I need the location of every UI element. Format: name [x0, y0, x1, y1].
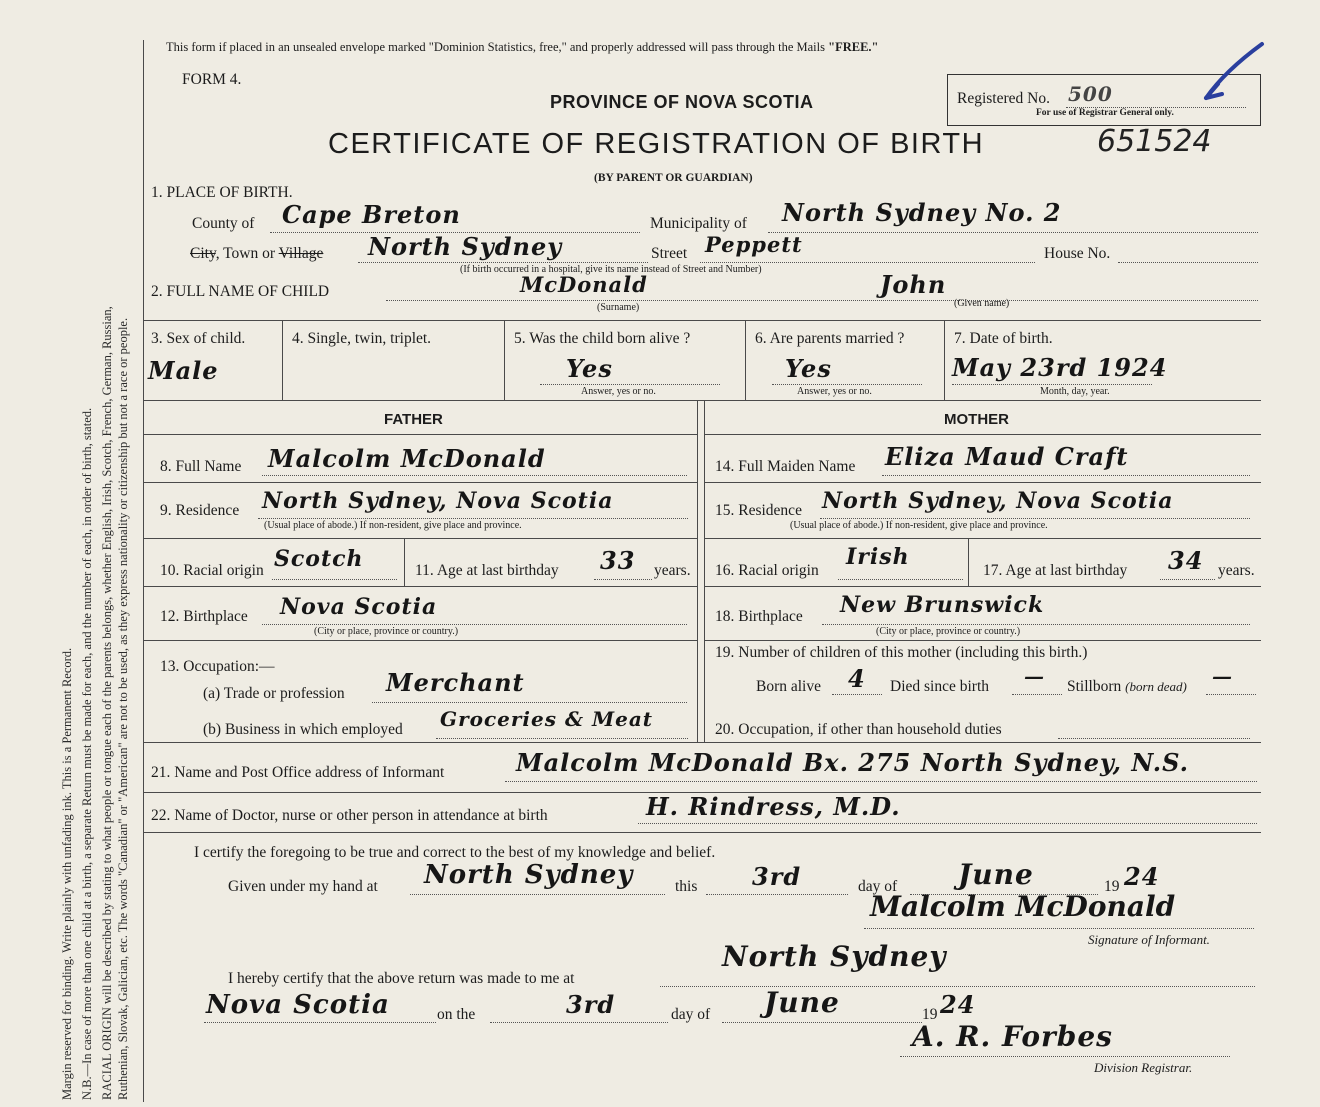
margin-rule [143, 40, 144, 1102]
mother-name-label: 14. Full Maiden Name [715, 458, 856, 475]
street-value: Peppett [705, 232, 803, 257]
born-alive-count-label: Born alive [756, 678, 821, 695]
parents-married-value: Yes [785, 354, 832, 383]
father-trade-label: (a) Trade or profession [203, 685, 345, 702]
margin-line-3: RACIAL ORIGIN will be described by stating to what people or tongue each of the parents belongs, whether English, Irish, Scotch, French, German, Russian, [100, 306, 114, 1100]
margin-line-2: N.B.—In case of more than one child at a birth, a separate Return must be made for each, and the number of each, in order of birth, stated. [80, 407, 94, 1100]
certification-statement: I certify the foregoing to be true and correct to the best of my knowledge and belief. [194, 844, 716, 861]
father-birthplace-label: 12. Birthplace [160, 608, 248, 625]
stillborn-value: — [1212, 664, 1233, 688]
mail-notice: This form if placed in an unsealed envelope marked "Dominion Statistics, free," and properly addressed will pass through the Mails "FREE." [166, 40, 879, 54]
province-heading: PROVINCE OF NOVA SCOTIA [550, 92, 814, 112]
registrar-day-value: 3rd [566, 990, 616, 1019]
mother-age-years: years. [1218, 562, 1255, 579]
registrar-place-value: North Sydney [722, 940, 947, 973]
place-of-birth-heading: 1. PLACE OF BIRTH. [151, 184, 293, 201]
town-value: North Sydney [368, 232, 563, 261]
mother-age-label: 17. Age at last birthday [983, 562, 1128, 579]
child-surname-value: McDonald [520, 272, 648, 297]
registrar-on-the-label: on the [437, 1006, 476, 1023]
father-business-label: (b) Business in which employed [203, 721, 403, 738]
parents-married-label: 6. Are parents married ? [755, 330, 905, 347]
born-alive-count-value: 4 [848, 664, 866, 693]
father-age-years: years. [654, 562, 691, 579]
town-label: City, Town or Village [190, 245, 324, 262]
doctor-label: 22. Name of Doctor, nurse or other person in attendance at birth [151, 807, 548, 824]
given-place-value: North Sydney [424, 860, 634, 890]
blue-arrow-mark [1170, 38, 1270, 108]
mother-name-value: Eliza Maud Craft [885, 442, 1129, 471]
registrar-year-prefix: 19 [922, 1006, 938, 1023]
father-residence-label: 9. Residence [160, 502, 240, 519]
died-since-birth-label: Died since birth [890, 678, 990, 695]
certification-year-value: 24 [1124, 862, 1160, 891]
born-alive-label: 5. Was the child born alive ? [514, 330, 691, 347]
informant-label: 21. Name and Post Office address of Informant [151, 764, 445, 781]
division-registrar-caption: Division Registrar. [1094, 1060, 1193, 1075]
mother-residence-value: North Sydney, Nova Scotia [822, 488, 1174, 514]
surname-caption: (Surname) [597, 302, 640, 313]
mother-birthplace-caption: (City or place, province or country.) [876, 626, 1021, 637]
registrar-province-value: Nova Scotia [206, 990, 390, 1020]
father-age-label: 11. Age at last birthday [415, 562, 559, 579]
certification-year-prefix: 19 [1104, 878, 1120, 895]
mother-residence-caption: (Usual place of abode.) If non-resident, give place and province. [790, 520, 1048, 531]
form-number: FORM 4. [182, 71, 242, 88]
mother-age-value: 34 [1168, 546, 1204, 575]
certificate-title: CERTIFICATE OF REGISTRATION OF BIRTH [328, 128, 985, 160]
date-of-birth-value: May 23rd 1924 [952, 353, 1168, 382]
mother-residence-label: 15. Residence [715, 502, 802, 519]
registrar-statement: I hereby certify that the above return was made to me at [228, 970, 575, 987]
father-name-value: Malcolm McDonald [268, 444, 546, 473]
municipality-label: Municipality of [650, 215, 747, 232]
born-alive-value: Yes [566, 354, 613, 383]
born-alive-caption: Answer, yes or no. [581, 386, 656, 397]
given-name-caption: (Given name) [954, 298, 1010, 309]
margin-line-1: Margin reserved for binding. Write plainly with unfading ink. This is a Permanent Record. [60, 647, 74, 1100]
certification-month-value: June [958, 858, 1034, 891]
hospital-note: (If birth occurred in a hospital, give its name instead of Street and Number) [460, 264, 762, 275]
date-of-birth-label: 7. Date of birth. [954, 330, 1053, 347]
father-name-label: 8. Full Name [160, 458, 242, 475]
father-birthplace-caption: (City or place, province or country.) [314, 626, 459, 637]
mother-birthplace-label: 18. Birthplace [715, 608, 803, 625]
date-of-birth-caption: Month, day, year. [1040, 386, 1110, 397]
registered-number: 500 [1068, 82, 1113, 106]
stillborn-label: Stillborn (born dead) [1067, 678, 1187, 695]
father-racial-label: 10. Racial origin [160, 562, 264, 579]
given-under-hand-label: Given under my hand at [228, 878, 378, 895]
parents-married-caption: Answer, yes or no. [797, 386, 872, 397]
division-registrar-signature: A. R. Forbes [912, 1020, 1113, 1053]
child-given-name-value: John [880, 270, 947, 299]
father-birthplace-value: Nova Scotia [280, 594, 438, 620]
registered-label: Registered No. [957, 90, 1050, 107]
street-label: Street [651, 245, 688, 262]
margin-line-4: Ruthenian, Slovak, Galician, etc. The words "Canadian" or "American" are not to be used, as they express nationality or citizenship but not a race or people. [116, 317, 130, 1100]
father-trade-value: Merchant [386, 668, 525, 697]
certification-day-of-label: day of [858, 878, 898, 895]
mother-racial-label: 16. Racial origin [715, 562, 819, 579]
certificate-subtitle: (BY PARENT OR GUARDIAN) [594, 172, 753, 184]
child-name-label: 2. FULL NAME OF CHILD [151, 283, 330, 300]
certification-day-value: 3rd [752, 862, 802, 891]
mother-heading: MOTHER [944, 411, 1009, 428]
doctor-value: H. Rindress, M.D. [646, 792, 901, 821]
stamp-number: 651524 [1097, 124, 1212, 159]
house-number-label: House No. [1044, 245, 1111, 262]
father-business-value: Groceries & Meat [440, 707, 654, 731]
registrar-year-value: 24 [940, 990, 976, 1019]
mother-racial-value: Irish [846, 544, 910, 570]
father-age-value: 33 [600, 546, 636, 575]
registrar-use-note: For use of Registrar General only. [1036, 108, 1174, 118]
sex-label: 3. Sex of child. [151, 330, 246, 347]
county-label: County of [192, 215, 255, 232]
municipality-value: North Sydney No. 2 [782, 198, 1062, 227]
mother-children-label: 19. Number of children of this mother (including this birth.) [715, 644, 1088, 661]
county-value: Cape Breton [282, 200, 461, 229]
informant-value: Malcolm McDonald Bx. 275 North Sydney, N.S. [516, 748, 1189, 777]
registrar-month-value: June [764, 986, 840, 1019]
father-heading: FATHER [384, 411, 443, 428]
father-residence-value: North Sydney, Nova Scotia [262, 488, 614, 514]
father-racial-value: Scotch [274, 546, 364, 572]
this-label: this [675, 878, 698, 895]
father-residence-caption: (Usual place of abode.) If non-resident, give place and province. [264, 520, 522, 531]
died-since-birth-value: — [1024, 664, 1045, 688]
plurality-label: 4. Single, twin, triplet. [292, 330, 432, 347]
mother-occupation-label: 20. Occupation, if other than household duties [715, 721, 1002, 738]
mother-birthplace-value: New Brunswick [840, 592, 1045, 618]
informant-signature: Malcolm McDonald [870, 890, 1176, 923]
sex-value: Male [148, 356, 219, 385]
father-occupation-label: 13. Occupation:— [160, 658, 275, 675]
registrar-day-of-label: day of [671, 1006, 711, 1023]
informant-signature-caption: Signature of Informant. [1088, 932, 1210, 947]
